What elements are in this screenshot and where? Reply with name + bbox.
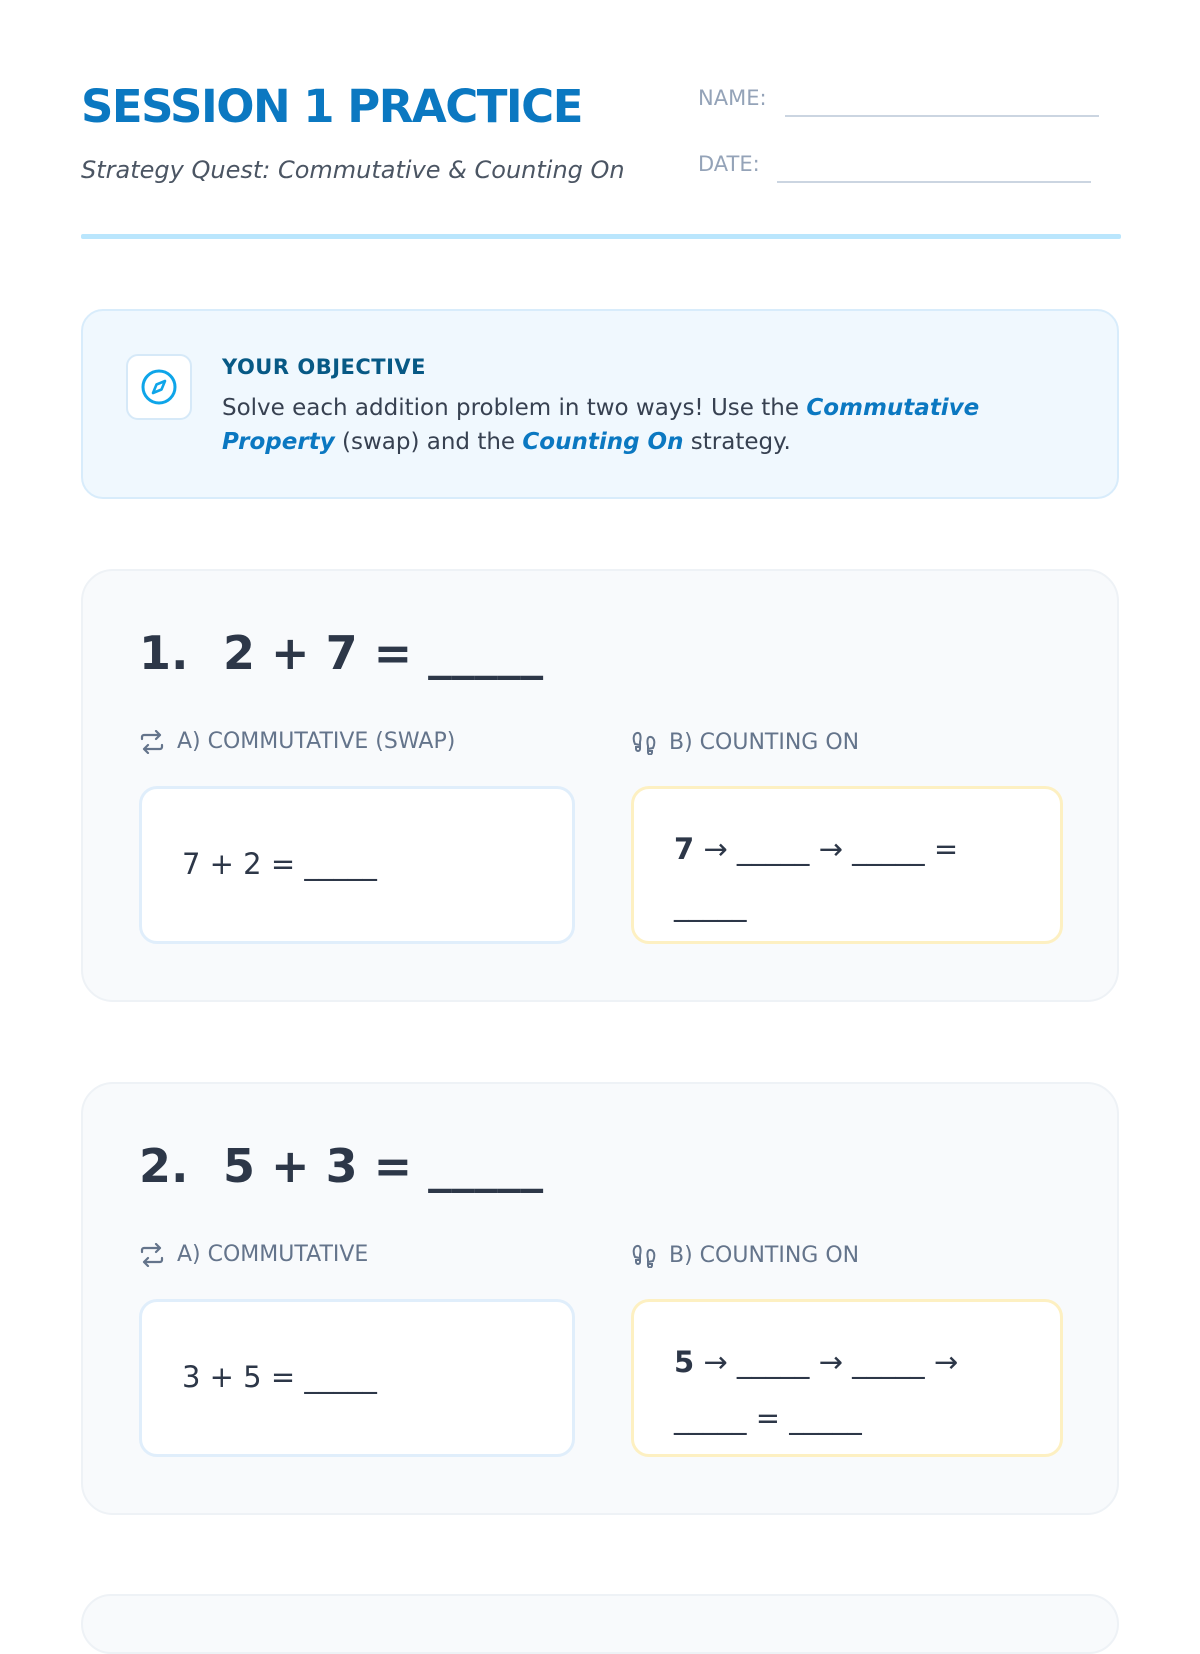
objective-panel: [81, 309, 1119, 499]
date-label: DATE:: [698, 152, 760, 176]
counting-on-equation: 7 → _____ → _____ = _____: [674, 832, 959, 922]
swap-arrows-icon: [139, 1243, 165, 1267]
problem-card: [81, 569, 1119, 1002]
commutative-equation: 7 + 2 = _____: [182, 847, 377, 881]
strategy-label-commutative: A) COMMUTATIVE (SWAP): [139, 729, 455, 754]
problem-card-partial: [81, 1594, 1119, 1654]
commutative-equation: 3 + 5 = _____: [182, 1360, 377, 1394]
problem-card: [81, 1082, 1119, 1515]
objective-text: Solve each addition problem in two ways! Use the Commutative Property (swap) and the Counting On strategy.: [222, 395, 980, 455]
problem-heading: [139, 626, 543, 680]
counting-on-answer-box[interactable]: [631, 1299, 1063, 1457]
term-counting-on: Counting On: [522, 429, 684, 455]
commutative-answer-box[interactable]: [139, 1299, 575, 1457]
header-divider: [81, 234, 1121, 239]
page-title: SESSION 1 PRACTICE: [81, 80, 582, 133]
problem-expression: 5 + 3 = _____: [223, 1139, 544, 1193]
name-field[interactable]: [785, 115, 1099, 117]
strategy-label-counting-on: B) COUNTING ON: [631, 729, 859, 755]
counting-start-number: 5: [674, 1345, 695, 1379]
objective-heading: YOUR OBJECTIVE: [222, 355, 427, 379]
date-field[interactable]: [777, 181, 1091, 183]
problem-heading: [139, 1139, 543, 1193]
strategy-label-counting-on: B) COUNTING ON: [631, 1242, 859, 1268]
name-label: NAME:: [698, 86, 767, 110]
counting-on-equation: 5 → _____ → _____ → _____ = _____: [674, 1345, 959, 1435]
strategy-label-commutative: A) COMMUTATIVE: [139, 1242, 368, 1267]
problem-expression: 2 + 7 = _____: [223, 626, 544, 680]
page-subtitle: Strategy Quest: Commutative & Counting On: [81, 156, 625, 184]
counting-start-number: 7: [674, 832, 695, 866]
swap-arrows-icon: [139, 730, 165, 754]
footprints-icon: [631, 1242, 657, 1268]
footprints-icon: [631, 729, 657, 755]
problem-number: 1.: [139, 626, 189, 680]
term-commutative: Commutative Property: [222, 395, 980, 455]
commutative-answer-box[interactable]: [139, 786, 575, 944]
counting-on-answer-box[interactable]: [631, 786, 1063, 944]
compass-icon: [126, 354, 192, 420]
problem-number: 2.: [139, 1139, 189, 1193]
